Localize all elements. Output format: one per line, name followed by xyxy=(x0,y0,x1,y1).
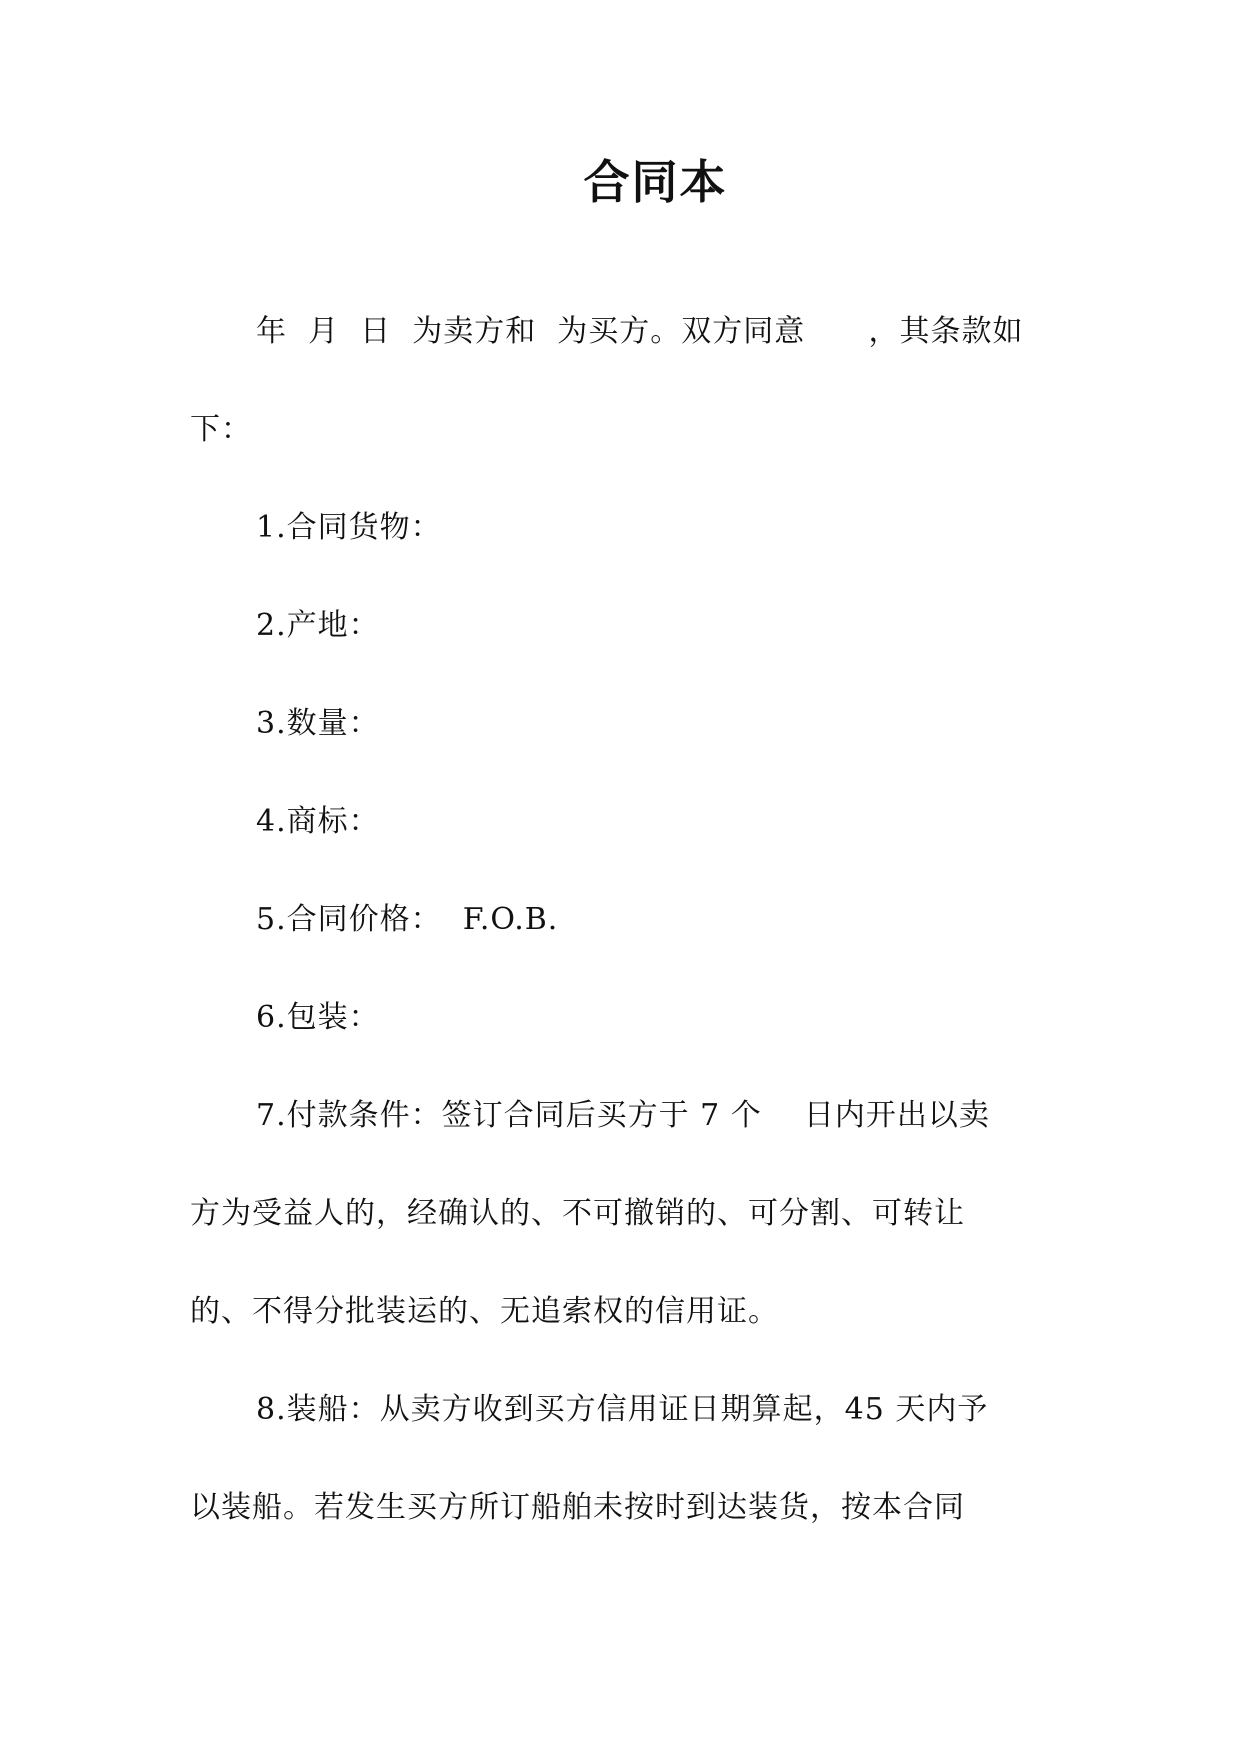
clause-3-quantity: 3.数量： xyxy=(256,706,380,741)
clause-7-payment-line-1: 7.付款条件：签订合同后买方于 7 个 日内开出以卖 xyxy=(256,1098,990,1133)
clause-1-goods: 1.合同货物： xyxy=(256,510,442,545)
clause-7-payment-line-2: 方为受益人的，经确认的、不可撤销的、可分割、可转让 xyxy=(190,1196,965,1231)
clause-4-trademark: 4.商标： xyxy=(256,804,380,839)
clause-5-price: 5.合同价格： F.O.B. xyxy=(256,902,559,937)
intro-line-1: 年 月 日 为卖方和 为买方。双方同意 ，其条款如 xyxy=(256,314,1024,349)
clause-8-shipment-line-1: 8.装船：从卖方收到买方信用证日期算起，45 天内予 xyxy=(256,1392,989,1427)
clause-7-payment-line-3: 的、不得分批装运的、无追索权的信用证。 xyxy=(190,1294,779,1329)
clause-6-packing: 6.包装： xyxy=(256,1000,380,1035)
clause-2-origin: 2.产地： xyxy=(256,608,380,643)
intro-line-2: 下： xyxy=(190,412,252,447)
clause-8-shipment-line-2: 以装船。若发生买方所订船舶未按时到达装货，按本合同 xyxy=(190,1490,965,1525)
document-title: 合同本 xyxy=(583,155,728,209)
